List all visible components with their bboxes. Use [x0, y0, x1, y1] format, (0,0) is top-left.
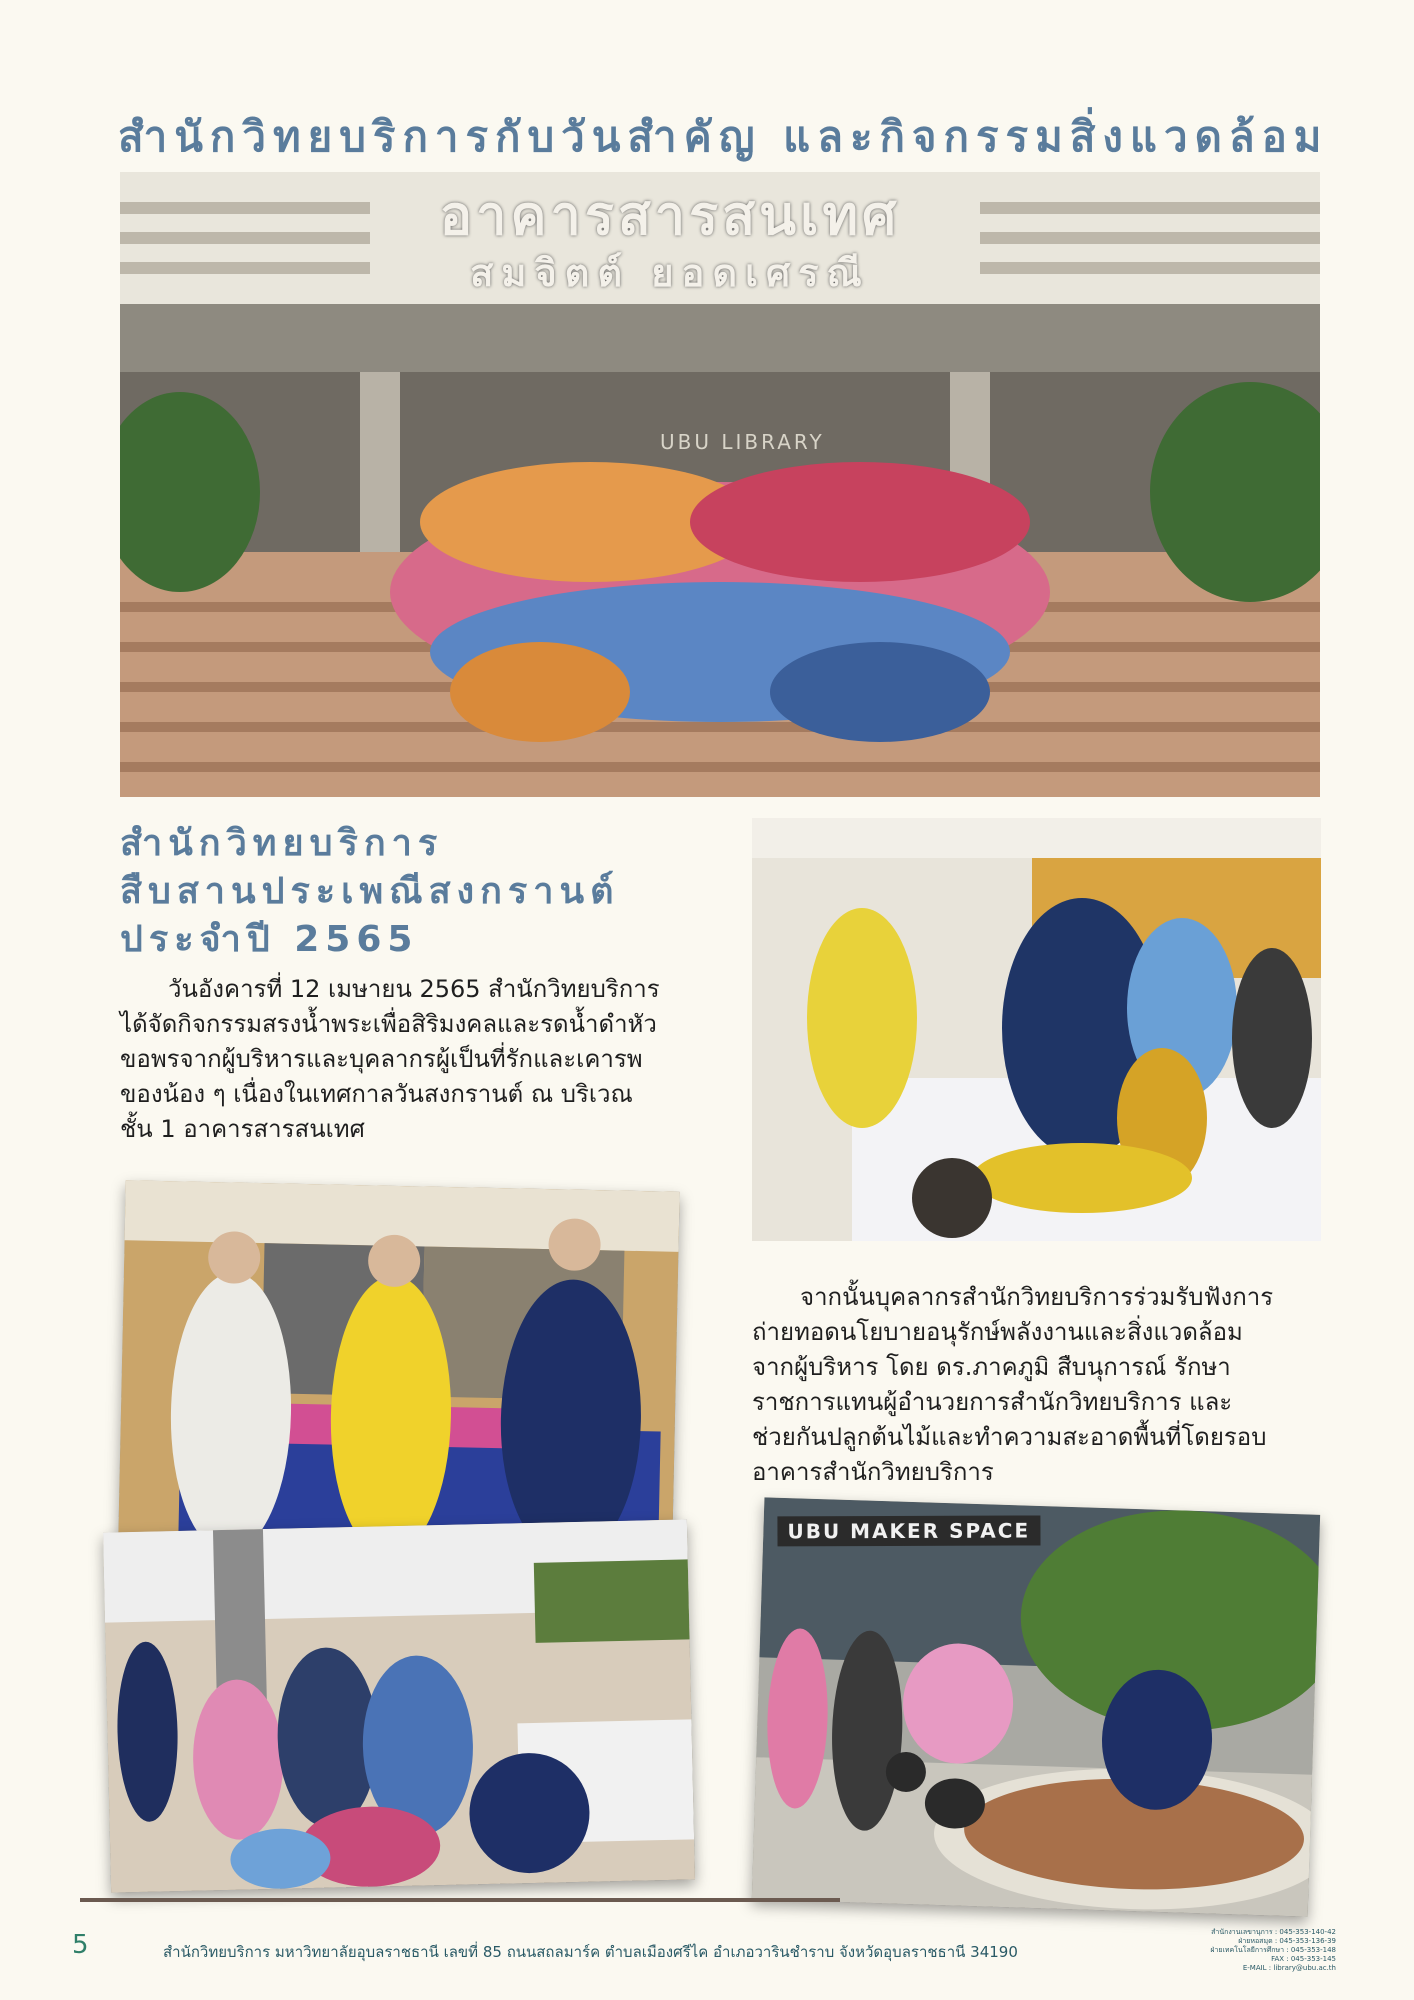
footer-divider [80, 1898, 840, 1902]
paragraph-line: ราชการแทนผู้อำนวยการสำนักวิทยบริการ และ [752, 1388, 1233, 1416]
songkran-paragraph [120, 972, 720, 1147]
paragraph-line: ขอพรจากผู้บริหารและบุคลากรผู้เป็นที่รักและเคารพ [120, 1045, 643, 1073]
section-heading [120, 820, 720, 964]
paragraph-line: วันอังคารที่ 12 เมษายน 2565 สำนักวิทยบริการ [168, 975, 660, 1003]
maker-space-sign: UBU MAKER SPACE [777, 1515, 1040, 1546]
buddha-bathing-photo [752, 818, 1321, 1241]
page-number: 5 [72, 1930, 89, 1960]
contact-line: FAX : 045-353-145 [1271, 1955, 1336, 1963]
contact-line: ฝ่ายหอสมุด : 045-353-136-39 [1238, 1937, 1336, 1945]
building-sign-name: สมจิตต์ ยอดเศรณี [470, 251, 870, 295]
contact-line: สำนักงานเลขานุการ : 045-353-140-42 [1211, 1928, 1336, 1936]
footer-address: สำนักวิทยบริการ มหาวิทยาลัยอุบลราชธานี เลขที่ 85 ถนนสถลมาร์ค ตำบลเมืองศรีไค อำเภอวารินชำราบ จังหวัดอุบลราชธานี 34190 [163, 1943, 1018, 1961]
contact-info [1180, 1928, 1336, 1973]
policy-paragraph [752, 1280, 1320, 1490]
library-sign: UBU LIBRARY [660, 430, 825, 454]
water-blessing-drawing [103, 1519, 695, 1892]
water-blessing-photo [103, 1519, 695, 1892]
paragraph-line: จากนั้นบุคลากรสำนักวิทยบริการร่วมรับฟังการ [800, 1283, 1274, 1311]
paragraph-line: ถ่ายทอดนโยบายอนุรักษ์พลังงานและสิ่งแวดล้อม [752, 1318, 1243, 1346]
contact-line: ฝ่ายเทคโนโลยีการศึกษา : 045-353-148 [1210, 1946, 1336, 1954]
page-title: สำนักวิทยบริการกับวันสำคัญ และกิจกรรมสิ่งแวดล้อม [118, 112, 1329, 161]
contact-line: E-MAIL : library@ubu.ac.th [1242, 1964, 1336, 1972]
section-heading-line: ประจำปี 2565 [120, 919, 419, 960]
section-heading-line: สำนักวิทยบริการ [120, 823, 444, 864]
tree-planting-photo [752, 1497, 1320, 1916]
executives-drawing [118, 1180, 679, 1550]
paragraph-line: อาคารสำนักวิทยบริการ [752, 1458, 994, 1486]
section-heading-line: สืบสานประเพณีสงกรานต์ [120, 871, 620, 912]
tree-planting-drawing [752, 1497, 1320, 1916]
paragraph-line: ชั้น 1 อาคารสารสนเทศ [120, 1115, 365, 1143]
paragraph-line: ช่วยกันปลูกต้นไม้และทำความสะอาดพื้นที่โดยรอบ [752, 1423, 1267, 1451]
group-photo-library-steps [120, 172, 1320, 797]
paragraph-line: ของน้อง ๆ เนื่องในเทศกาลวันสงกรานต์ ณ บริเวณ [120, 1080, 633, 1108]
executives-photo [118, 1180, 679, 1550]
paragraph-line: ได้จัดกิจกรรมสรงน้ำพระเพื่อสิริมงคลและรดน้ำดำหัว [120, 1010, 657, 1038]
building-sign-main: อาคารสารสนเทศ [439, 184, 901, 247]
buddha-bathing-drawing [752, 818, 1321, 1241]
paragraph-line: จากผู้บริหาร โดย ดร.ภาคภูมิ สืบนุการณ์ รักษา [752, 1353, 1231, 1381]
